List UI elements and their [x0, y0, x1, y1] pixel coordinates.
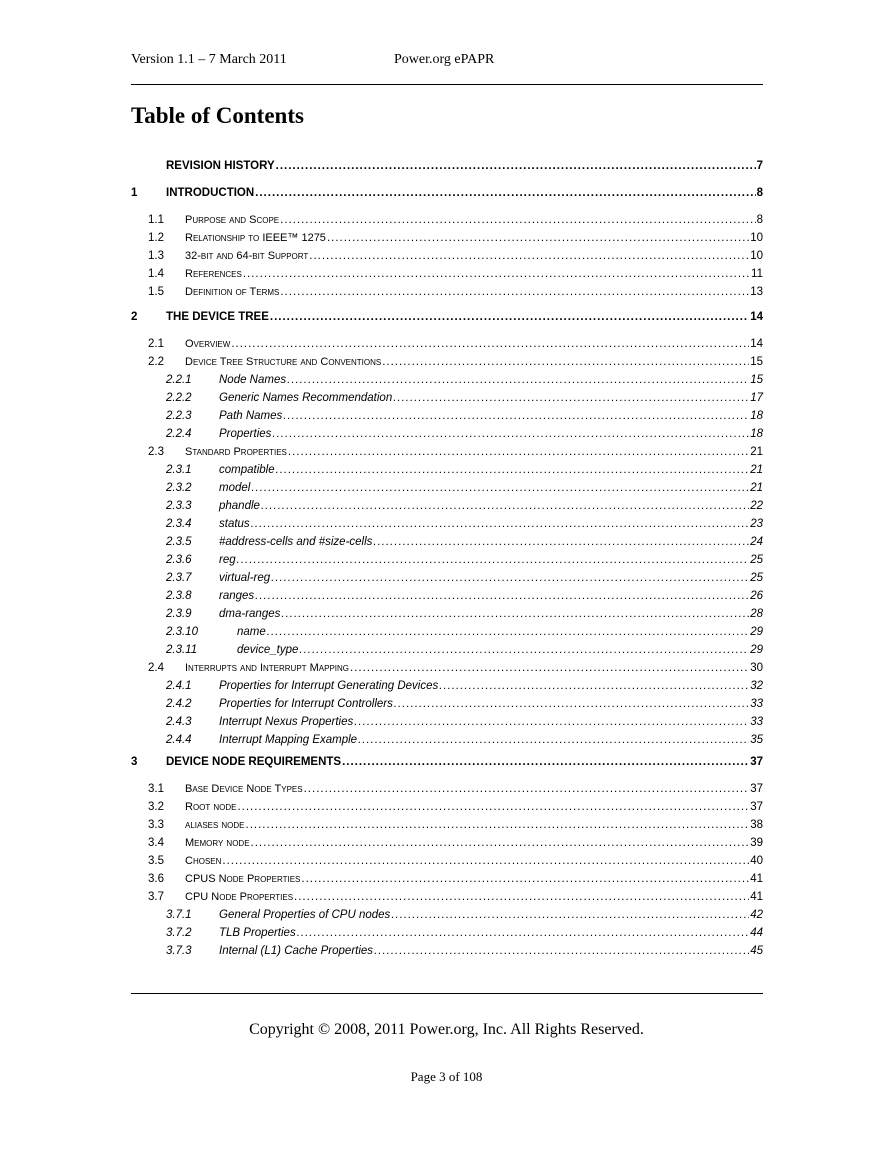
- toc-leader-dots: [243, 266, 750, 282]
- toc-label: TLB Properties: [219, 927, 296, 939]
- toc-number: 3.1: [148, 783, 164, 795]
- toc-label: General Properties of CPU nodes: [219, 909, 391, 921]
- toc-number: 2.4.3: [166, 716, 192, 728]
- toc-leader-dots: [304, 781, 750, 797]
- toc-number: 3.2: [148, 801, 164, 813]
- toc-leader-dots: [283, 408, 749, 424]
- toc-subsection[interactable]: [131, 498, 763, 514]
- toc-label: 32-bit and 64-bit Support: [185, 250, 309, 262]
- toc-page-number: 38: [750, 819, 763, 831]
- toc-label: Path Names: [219, 410, 283, 422]
- document-name: Power.org ePAPR: [394, 52, 495, 67]
- toc-number: 2.3.4: [166, 518, 192, 530]
- toc-number: 2.2.3: [166, 410, 192, 422]
- toc-leader-dots: [281, 606, 749, 622]
- toc-number: 2.3.8: [166, 590, 192, 602]
- toc-leader-dots: [439, 678, 749, 694]
- toc-leader-dots: [276, 462, 750, 478]
- toc-label: Memory node: [185, 837, 250, 849]
- toc-page-number: 33: [750, 698, 763, 710]
- toc-number: 2.3.7: [166, 572, 192, 584]
- toc-number: 2.3.3: [166, 500, 192, 512]
- toc-page-number: 44: [750, 927, 763, 939]
- toc-page-number: 41: [750, 873, 763, 885]
- toc-subsection[interactable]: [131, 480, 763, 496]
- toc-label: THE DEVICE TREE: [166, 311, 269, 323]
- toc-subsection[interactable]: [131, 732, 763, 748]
- toc-number: 2.3: [148, 446, 164, 458]
- toc-label: Properties: [219, 428, 272, 440]
- toc-page-number: 15: [750, 374, 763, 386]
- toc-label: compatible: [219, 464, 275, 476]
- toc-label: REVISION HISTORY: [166, 160, 275, 172]
- toc-page-number: 29: [750, 626, 763, 638]
- toc-leader-dots: [251, 516, 750, 532]
- toc-label: CPUS Node Properties: [185, 873, 301, 885]
- toc-page-number: 28: [750, 608, 763, 620]
- toc-section[interactable]: [131, 284, 763, 300]
- toc-number: 2.4: [148, 662, 164, 674]
- toc-label: name: [237, 626, 266, 638]
- toc-page-number: 45: [750, 945, 763, 957]
- toc-page-number: 8: [756, 187, 763, 199]
- toc-leader-dots: [237, 799, 749, 815]
- toc-subsection[interactable]: [131, 570, 763, 586]
- toc-section[interactable]: [131, 444, 763, 460]
- toc-number: 1: [131, 187, 138, 199]
- toc-page-number: 13: [750, 286, 763, 298]
- toc-page-number: 11: [751, 268, 763, 280]
- toc-leader-dots: [222, 853, 749, 869]
- toc-number: 1.1: [148, 214, 164, 226]
- toc-number: 2.4.2: [166, 698, 192, 710]
- toc-subsection[interactable]: [131, 907, 763, 923]
- toc-page-number: 23: [750, 518, 763, 530]
- toc-leader-dots: [261, 498, 749, 514]
- toc-leader-dots: [342, 754, 749, 770]
- toc-subsection[interactable]: [131, 642, 763, 658]
- toc-label: device_type: [237, 644, 299, 656]
- toc-page-number: 37: [750, 801, 763, 813]
- toc-leader-dots: [391, 907, 749, 923]
- toc-label: Properties for Interrupt Generating Devices: [219, 680, 439, 692]
- toc-page-number: 37: [750, 756, 763, 768]
- toc-label: Definition of Terms: [185, 286, 280, 298]
- toc-number: 3.7.1: [166, 909, 192, 921]
- toc-number: 2.3.2: [166, 482, 192, 494]
- toc-label: Node Names: [219, 374, 287, 386]
- toc-leader-dots: [358, 732, 749, 748]
- toc-page-number: 14: [750, 311, 763, 323]
- toc-page-number: 24: [750, 536, 763, 548]
- toc-page-number: 21: [750, 446, 763, 458]
- toc-page-number: 15: [750, 356, 763, 368]
- toc-page-number: 35: [750, 734, 763, 746]
- toc-page-number: 40: [750, 855, 763, 867]
- toc-page-number: 37: [750, 783, 763, 795]
- toc-label: Interrupt Mapping Example: [219, 734, 358, 746]
- toc-leader-dots: [276, 158, 756, 174]
- toc-label: Purpose and Scope: [185, 214, 280, 226]
- toc-leader-dots: [297, 925, 750, 941]
- toc-number: 2.2.2: [166, 392, 192, 404]
- toc-leader-dots: [280, 284, 749, 300]
- toc-label: status: [219, 518, 250, 530]
- toc-label: Interrupts and Interrupt Mapping: [185, 662, 350, 674]
- toc-section[interactable]: [131, 835, 763, 851]
- toc-subsection[interactable]: [131, 426, 763, 442]
- toc-number: 2.1: [148, 338, 164, 350]
- toc-subsection[interactable]: [131, 372, 763, 388]
- toc-subsection[interactable]: [131, 606, 763, 622]
- toc-label: ranges: [219, 590, 255, 602]
- toc-number: 2: [131, 311, 138, 323]
- toc-leader-dots: [231, 336, 749, 352]
- toc-number: 2.2.4: [166, 428, 192, 440]
- toc-leader-dots: [251, 835, 750, 851]
- toc-section[interactable]: [131, 889, 763, 905]
- version-text: Version 1.1 – 7 March 2011: [131, 52, 287, 67]
- toc-page-number: 8: [756, 214, 763, 226]
- toc-number: 3.3: [148, 819, 164, 831]
- copyright-text: Copyright © 2008, 2011 Power.org, Inc. All Rights Reserved.: [249, 1021, 644, 1038]
- toc-label: reg: [219, 554, 236, 566]
- toc-subsection[interactable]: [131, 624, 763, 640]
- toc-number: 1.5: [148, 286, 164, 298]
- toc-page-number: 25: [750, 572, 763, 584]
- toc-chapter[interactable]: [131, 754, 763, 770]
- toc-label: phandle: [219, 500, 260, 512]
- toc-leader-dots: [255, 185, 755, 201]
- toc-leader-dots: [272, 426, 749, 442]
- toc-leader-dots: [287, 372, 749, 388]
- toc-subsection[interactable]: [131, 588, 763, 604]
- toc-section[interactable]: [131, 248, 763, 264]
- toc-label: Internal (L1) Cache Properties: [219, 945, 374, 957]
- toc-leader-dots: [301, 871, 749, 887]
- toc-leader-dots: [394, 696, 749, 712]
- toc-chapter[interactable]: [131, 185, 763, 201]
- toc-subsection[interactable]: [131, 462, 763, 478]
- toc-number: 2.4.4: [166, 734, 192, 746]
- toc-leader-dots: [255, 588, 749, 604]
- toc-leader-dots: [309, 248, 749, 264]
- toc-subsection[interactable]: [131, 516, 763, 532]
- toc-chapter[interactable]: [131, 309, 763, 325]
- toc-number: 3: [131, 756, 138, 768]
- toc-section[interactable]: [131, 871, 763, 887]
- toc-page-number: 29: [750, 644, 763, 656]
- toc-number: 2.3.5: [166, 536, 192, 548]
- toc-leader-dots: [237, 552, 750, 568]
- toc-chapter[interactable]: [131, 158, 763, 174]
- page-title: Table of Contents: [131, 103, 304, 128]
- toc-section[interactable]: [131, 660, 763, 676]
- toc-number: 3.5: [148, 855, 164, 867]
- toc-leader-dots: [382, 354, 749, 370]
- page-number: Page 3 of 108: [410, 1069, 483, 1084]
- toc-page-number: 21: [750, 464, 763, 476]
- toc-subsection[interactable]: [131, 552, 763, 568]
- toc-subsection[interactable]: [131, 534, 763, 550]
- toc-leader-dots: [280, 212, 755, 228]
- header-rule: [131, 84, 763, 85]
- toc-section[interactable]: [131, 354, 763, 370]
- toc-number: 3.7: [148, 891, 164, 903]
- toc-label: Relationship to IEEE™ 1275: [185, 232, 326, 244]
- toc-section[interactable]: [131, 230, 763, 246]
- toc-leader-dots: [350, 660, 749, 676]
- toc-label: #address-cells and #size-cells: [219, 536, 373, 548]
- toc-page-number: 21: [750, 482, 763, 494]
- toc-number: 2.3.6: [166, 554, 192, 566]
- toc-leader-dots: [271, 570, 749, 586]
- toc-section[interactable]: [131, 853, 763, 869]
- toc-leader-dots: [393, 390, 749, 406]
- toc-page-number: 41: [750, 891, 763, 903]
- toc-page-number: 30: [750, 662, 763, 674]
- toc-label: Device Tree Structure and Conventions: [185, 356, 382, 368]
- toc-number: 2.2: [148, 356, 164, 368]
- toc-leader-dots: [288, 444, 749, 460]
- toc-label: INTRODUCTION: [166, 187, 255, 199]
- toc-number: 1.3: [148, 250, 164, 262]
- toc-subsection[interactable]: [131, 390, 763, 406]
- toc-label: Chosen: [185, 855, 222, 867]
- toc-label: Root node: [185, 801, 237, 813]
- toc-subsection[interactable]: [131, 678, 763, 694]
- toc-subsection[interactable]: [131, 925, 763, 941]
- toc-page-number: 32: [750, 680, 763, 692]
- toc-number: 3.7.2: [166, 927, 192, 939]
- toc-number: 1.2: [148, 232, 164, 244]
- toc-label: aliases node: [185, 819, 245, 831]
- toc-number: 2.3.11: [166, 644, 198, 656]
- toc-section[interactable]: [131, 799, 763, 815]
- toc-label: Generic Names Recommendation: [219, 392, 393, 404]
- toc-label: Base Device Node Types: [185, 783, 303, 795]
- toc-label: References: [185, 268, 242, 280]
- toc-number: 2.2.1: [166, 374, 192, 386]
- toc-leader-dots: [251, 480, 749, 496]
- toc-page-number: 25: [750, 554, 763, 566]
- toc-page-number: 42: [750, 909, 763, 921]
- toc-section[interactable]: [131, 212, 763, 228]
- toc-label: DEVICE NODE REQUIREMENTS: [166, 756, 342, 768]
- toc-leader-dots: [294, 889, 749, 905]
- page-header: [131, 52, 763, 74]
- toc-page-number: 10: [750, 232, 763, 244]
- toc-subsection[interactable]: [131, 943, 763, 959]
- toc-number: 3.7.3: [166, 945, 192, 957]
- toc-number: 2.4.1: [166, 680, 192, 692]
- toc-number: 2.3.9: [166, 608, 192, 620]
- toc-page-number: 17: [750, 392, 763, 404]
- toc-label: dma-ranges: [219, 608, 281, 620]
- toc-leader-dots: [327, 230, 749, 246]
- toc-label: model: [219, 482, 251, 494]
- toc-section[interactable]: [131, 266, 763, 282]
- toc-number: 3.6: [148, 873, 164, 885]
- toc-subsection[interactable]: [131, 696, 763, 712]
- toc-leader-dots: [373, 534, 749, 550]
- toc-label: Interrupt Nexus Properties: [219, 716, 354, 728]
- toc-number: 3.4: [148, 837, 164, 849]
- toc-page-number: 14: [750, 338, 763, 350]
- toc-page-number: 10: [750, 250, 763, 262]
- toc-page-number: 33: [750, 716, 763, 728]
- toc-leader-dots: [374, 943, 749, 959]
- toc-label: virtual-reg: [219, 572, 271, 584]
- toc-subsection[interactable]: [131, 714, 763, 730]
- toc-label: Properties for Interrupt Controllers: [219, 698, 393, 710]
- toc-label: Overview: [185, 338, 231, 350]
- toc-page-number: 18: [750, 410, 763, 422]
- toc-page-number: 18: [750, 428, 763, 440]
- toc-number: 2.3.1: [166, 464, 192, 476]
- toc-leader-dots: [267, 624, 749, 640]
- toc-number: 2.3.10: [166, 626, 198, 638]
- footer-rule: [131, 993, 763, 994]
- toc-section[interactable]: [131, 781, 763, 797]
- toc-label: CPU Node Properties: [185, 891, 294, 903]
- toc-page-number: 22: [750, 500, 763, 512]
- toc-section[interactable]: [131, 817, 763, 833]
- toc-leader-dots: [299, 642, 749, 658]
- toc-number: 1.4: [148, 268, 164, 280]
- toc-leader-dots: [354, 714, 749, 730]
- toc-subsection[interactable]: [131, 408, 763, 424]
- toc-page-number: 7: [756, 160, 763, 172]
- toc-label: Standard Properties: [185, 446, 287, 458]
- toc-page-number: 39: [750, 837, 763, 849]
- toc-page-number: 26: [750, 590, 763, 602]
- toc-leader-dots: [246, 817, 750, 833]
- toc-leader-dots: [270, 309, 749, 325]
- toc-section[interactable]: [131, 336, 763, 352]
